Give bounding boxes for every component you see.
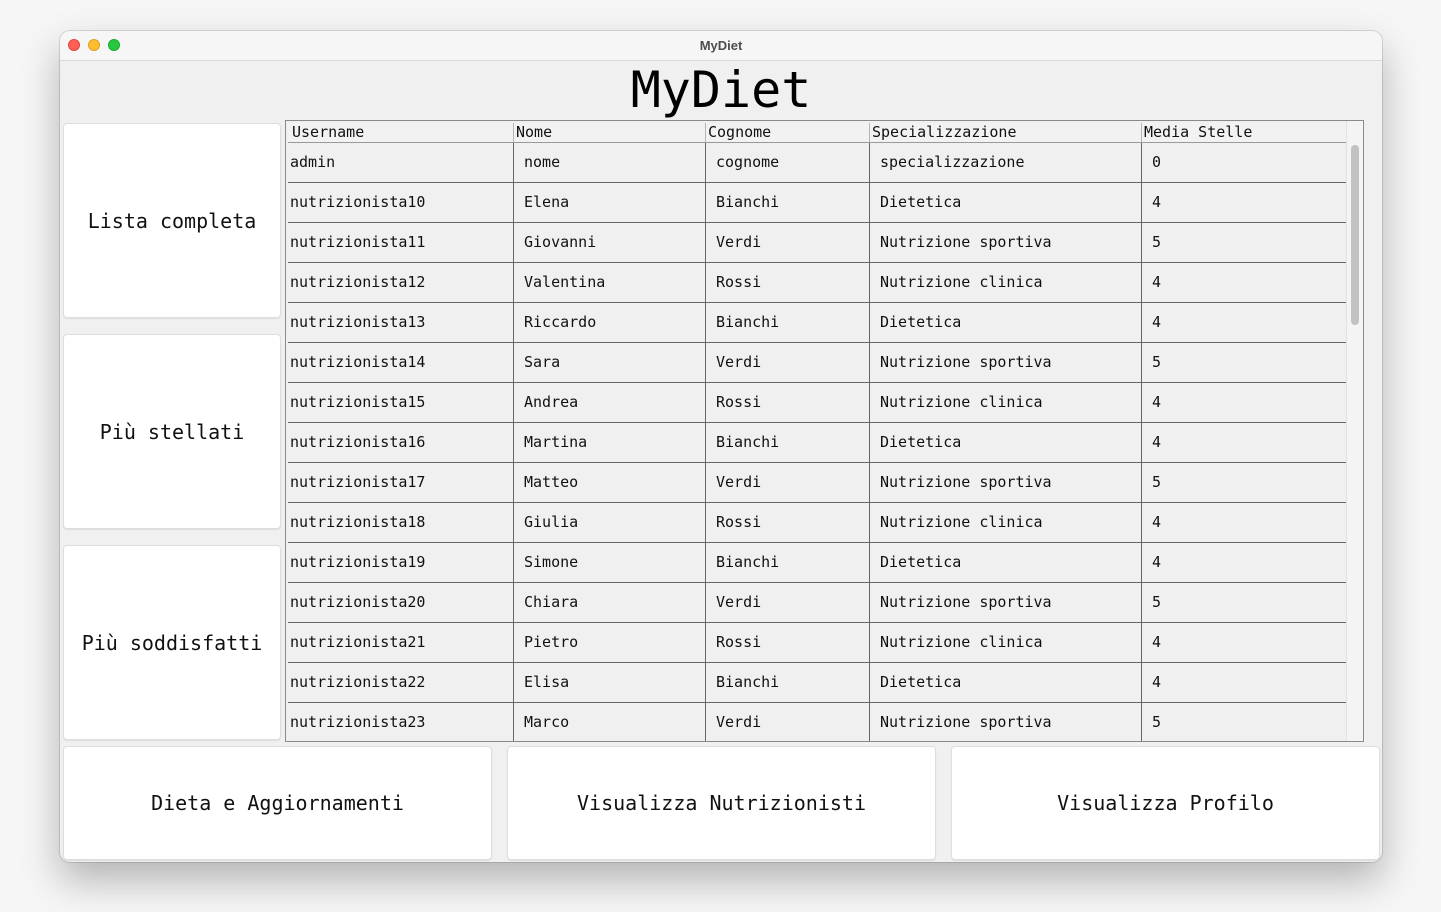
specializzazione-cell[interactable]: Nutrizione sportiva [870,703,1142,742]
scrollbar-thumb[interactable] [1351,145,1359,325]
cognome-cell[interactable]: Verdi [706,223,870,262]
media-stelle-cell[interactable]: 5 [1142,583,1348,622]
column-header-cognome[interactable]: Cognome [706,123,870,142]
username-cell[interactable]: nutrizionista14 [288,343,514,382]
username-cell[interactable]: nutrizionista17 [288,463,514,502]
nome-cell[interactable]: Valentina [514,263,706,302]
specializzazione-cell[interactable]: Nutrizione clinica [870,263,1142,302]
specializzazione-cell[interactable]: Nutrizione sportiva [870,223,1142,262]
nome-cell[interactable]: Elisa [514,663,706,702]
app-window [60,31,1382,862]
nome-cell[interactable]: Riccardo [514,303,706,342]
media-stelle-cell[interactable]: 5 [1142,223,1348,262]
nome-cell[interactable]: Chiara [514,583,706,622]
cognome-cell[interactable]: Verdi [706,463,870,502]
cognome-cell[interactable]: Verdi [706,583,870,622]
nome-cell[interactable]: Giulia [514,503,706,542]
cognome-cell[interactable]: Bianchi [706,543,870,582]
diet-updates-button[interactable] [63,746,492,860]
media-stelle-cell[interactable]: 4 [1142,303,1348,342]
username-cell[interactable]: nutrizionista11 [288,223,514,262]
username-cell[interactable]: admin [288,143,514,182]
nome-cell[interactable]: Pietro [514,623,706,662]
nome-cell[interactable]: Elena [514,183,706,222]
specializzazione-cell[interactable]: Nutrizione clinica [870,623,1142,662]
specializzazione-cell[interactable]: Dietetica [870,543,1142,582]
specializzazione-cell[interactable]: specializzazione [870,143,1142,182]
username-cell[interactable]: nutrizionista12 [288,263,514,302]
table-row[interactable] [288,423,1348,463]
specializzazione-cell[interactable]: Nutrizione clinica [870,503,1142,542]
view-nutritionists-button-label: Visualizza Nutrizionisti [577,791,866,815]
media-stelle-cell[interactable]: 4 [1142,543,1348,582]
nome-cell[interactable]: Martina [514,423,706,462]
specializzazione-cell[interactable]: Nutrizione sportiva [870,343,1142,382]
column-header-media-stelle[interactable]: Media Stelle [1142,123,1348,142]
most-satisfied-button-label: Più soddisfatti [81,630,263,655]
table-row[interactable] [288,143,1348,183]
specializzazione-cell[interactable]: Dietetica [870,303,1142,342]
table-row[interactable] [288,543,1348,583]
cognome-cell[interactable]: Bianchi [706,303,870,342]
media-stelle-cell[interactable]: 5 [1142,343,1348,382]
cognome-cell[interactable]: Rossi [706,263,870,302]
table-row[interactable] [288,463,1348,503]
specializzazione-cell[interactable]: Dietetica [870,183,1142,222]
specializzazione-cell[interactable]: Dietetica [870,423,1142,462]
table-row[interactable] [288,263,1348,303]
cognome-cell[interactable]: Bianchi [706,423,870,462]
specializzazione-cell[interactable]: Nutrizione clinica [870,383,1142,422]
specializzazione-cell[interactable]: Nutrizione sportiva [870,583,1142,622]
most-satisfied-button[interactable] [63,545,281,740]
cognome-cell[interactable]: Verdi [706,343,870,382]
table-row[interactable] [288,703,1348,742]
media-stelle-cell[interactable]: 4 [1142,183,1348,222]
table-row[interactable] [288,623,1348,663]
specializzazione-cell[interactable]: Nutrizione sportiva [870,463,1142,502]
column-header-nome[interactable]: Nome [514,123,706,142]
cognome-cell[interactable]: Bianchi [706,663,870,702]
media-stelle-cell[interactable]: 4 [1142,503,1348,542]
full-list-button[interactable] [63,123,281,318]
nome-cell[interactable]: Simone [514,543,706,582]
cognome-cell[interactable]: Rossi [706,623,870,662]
title-bar [60,31,1382,61]
full-list-button-label: Lista completa [87,208,257,233]
window-title: MyDiet [699,38,743,53]
media-stelle-cell[interactable]: 4 [1142,623,1348,662]
most-starred-button[interactable] [63,334,281,529]
username-cell[interactable]: nutrizionista18 [288,503,514,542]
table-row[interactable] [288,503,1348,543]
column-header-username[interactable]: Username [288,123,514,142]
nome-cell[interactable]: Andrea [514,383,706,422]
username-cell[interactable]: nutrizionista13 [288,303,514,342]
username-cell[interactable]: nutrizionista10 [288,183,514,222]
media-stelle-cell[interactable]: 4 [1142,263,1348,302]
cognome-cell[interactable]: Bianchi [706,183,870,222]
nutritionists-table[interactable] [285,120,1364,742]
media-stelle-cell[interactable]: 4 [1142,423,1348,462]
username-cell[interactable]: nutrizionista19 [288,543,514,582]
table-row[interactable] [288,663,1348,703]
column-header-specializzazione[interactable]: Specializzazione [870,123,1142,142]
media-stelle-cell[interactable]: 5 [1142,703,1348,742]
cognome-cell[interactable]: Verdi [706,703,870,742]
table-row[interactable] [288,183,1348,223]
view-nutritionists-button[interactable] [507,746,936,860]
nome-cell[interactable]: Matteo [514,463,706,502]
table-row[interactable] [288,223,1348,263]
view-profile-button-label: Visualizza Profilo [1057,791,1274,815]
table-scrollbar[interactable] [1346,121,1363,741]
media-stelle-cell[interactable]: 0 [1142,143,1348,182]
nome-cell[interactable]: Giovanni [514,223,706,262]
media-stelle-cell[interactable]: 5 [1142,463,1348,502]
nome-cell[interactable]: Sara [514,343,706,382]
specializzazione-cell[interactable]: Dietetica [870,663,1142,702]
app-heading: MyDiet [630,61,812,119]
cognome-cell[interactable]: Rossi [706,383,870,422]
username-cell[interactable]: nutrizionista21 [288,623,514,662]
nome-cell[interactable]: nome [514,143,706,182]
username-cell[interactable]: nutrizionista20 [288,583,514,622]
username-cell[interactable]: nutrizionista15 [288,383,514,422]
most-starred-button-label: Più stellati [99,419,245,444]
table-body [288,143,1348,742]
table-row[interactable] [288,303,1348,343]
username-cell[interactable]: nutrizionista16 [288,423,514,462]
table-row[interactable] [288,583,1348,623]
diet-updates-button-label: Dieta e Aggiornamenti [151,791,404,815]
username-cell[interactable]: nutrizionista23 [288,703,514,742]
view-profile-button[interactable] [951,746,1380,860]
username-cell[interactable]: nutrizionista22 [288,663,514,702]
table-row[interactable] [288,383,1348,423]
cognome-cell[interactable]: Rossi [706,503,870,542]
cognome-cell[interactable]: cognome [706,143,870,182]
table-row[interactable] [288,343,1348,383]
media-stelle-cell[interactable]: 4 [1142,663,1348,702]
nome-cell[interactable]: Marco [514,703,706,742]
media-stelle-cell[interactable]: 4 [1142,383,1348,422]
table-header [288,123,1348,143]
